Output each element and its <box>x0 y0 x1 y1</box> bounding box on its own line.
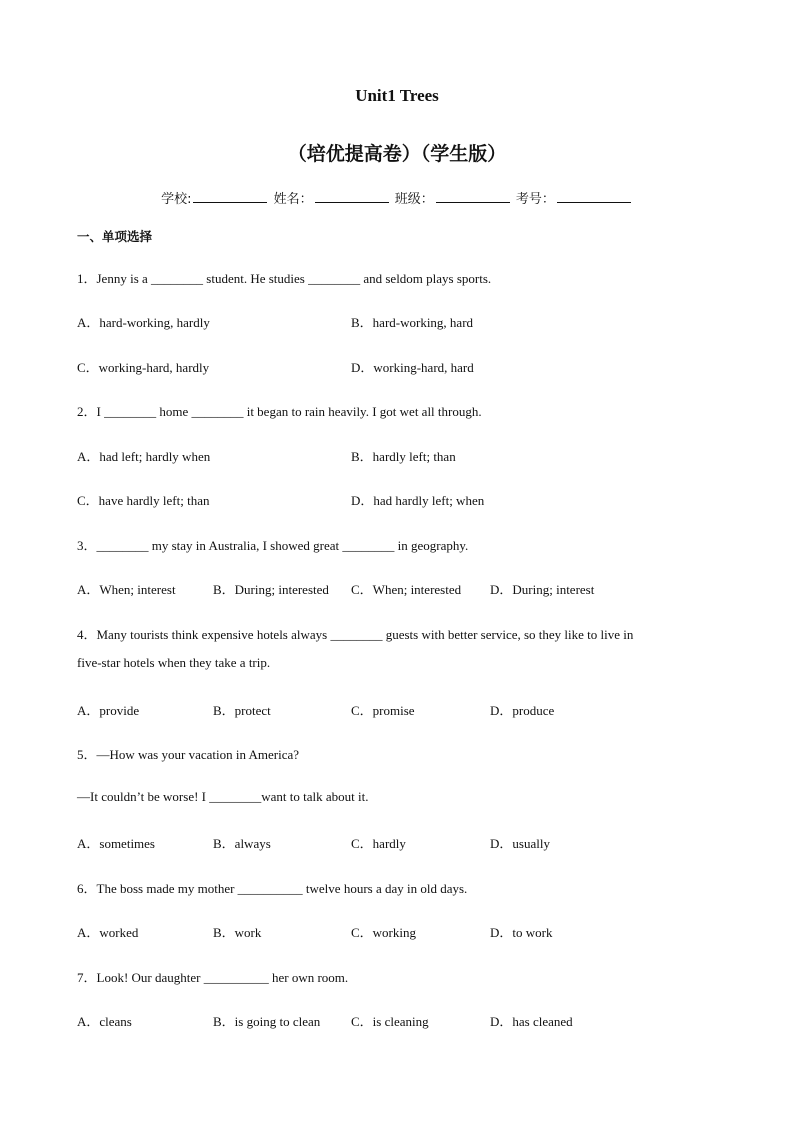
question-3-option-a: A．When; interest <box>77 582 176 597</box>
question-4-stem-line-1: 4．Many tourists think expensive hotels always ________ guests with better service, so they like to live in <box>77 627 634 642</box>
question-6-option-a: A．worked <box>77 925 139 940</box>
class-blank <box>436 190 510 203</box>
question-1-option-a: A．hard-working, hardly <box>77 315 210 330</box>
question-6-option-b: B．work <box>213 925 262 940</box>
question-5-option-b: B．always <box>213 836 271 851</box>
question-4-option-a: A．provide <box>77 703 140 718</box>
question-7-option-a: A．cleans <box>77 1014 132 1029</box>
question-2-option-c: C．have hardly left; than <box>77 493 210 508</box>
question-2-option-b: B．hardly left; than <box>351 449 456 464</box>
question-1-stem: 1．Jenny is a ________ student. He studies ________ and seldom plays sports. <box>77 271 492 286</box>
question-6-option-d: D．to work <box>490 925 553 940</box>
question-2-option-a: A．had left; hardly when <box>77 449 211 464</box>
question-6-option-c: C．working <box>351 925 417 940</box>
question-7-stem: 7．Look! Our daughter __________ her own room. <box>77 970 349 985</box>
question-4-option-b: B．protect <box>213 703 271 718</box>
name-label: 姓名： <box>273 192 313 207</box>
question-7-option-d: D．has cleaned <box>490 1014 573 1029</box>
question-3-option-c: C．When; interested <box>351 582 462 597</box>
school-label: 学校: <box>161 192 192 207</box>
question-5-option-d: D．usually <box>490 836 550 851</box>
name-blank <box>315 190 389 203</box>
school-blank <box>193 190 267 203</box>
question-7-option-c: C．is cleaning <box>351 1014 429 1029</box>
question-4-stem-line-2: five-star hotels when they take a trip. <box>77 655 271 670</box>
question-4-option-c: C．promise <box>351 703 415 718</box>
student-info-line <box>0 188 794 207</box>
document-subtitle: （培优提高卷）（学生版） <box>287 143 507 165</box>
question-5-option-a: A．sometimes <box>77 836 155 851</box>
question-3-option-b: B．During; interested <box>213 582 329 597</box>
question-2-stem: 2．I ________ home ________ it began to rain heavily. I got wet all through. <box>77 404 482 419</box>
section-heading: 一、单项选择 <box>77 229 153 244</box>
exam-number-blank <box>557 190 631 203</box>
question-1-option-d: D．working-hard, hard <box>351 360 474 375</box>
question-6-stem: 6．The boss made my mother __________ twelve hours a day in old days. <box>77 881 468 896</box>
question-2-option-d: D．had hardly left; when <box>351 493 485 508</box>
question-1-option-b: B．hard-working, hard <box>351 315 474 330</box>
question-5-stem-line-1: 5．—How was your vacation in America? <box>77 747 300 762</box>
question-5-option-c: C．hardly <box>351 836 406 851</box>
question-3-option-d: D．During; interest <box>490 582 595 597</box>
document-title: Unit1 Trees <box>355 86 439 105</box>
question-4-option-d: D．produce <box>490 703 555 718</box>
class-label: 班级： <box>394 192 434 207</box>
question-5-stem-line-2: —It couldn’t be worse! I ________want to talk about it. <box>77 789 369 804</box>
question-3-stem: 3．________ my stay in Australia, I showed great ________ in geography. <box>77 538 469 553</box>
exam-number-label: 考号： <box>515 192 555 207</box>
question-7-option-b: B．is going to clean <box>213 1014 321 1029</box>
question-1-option-c: C．working-hard, hardly <box>77 360 210 375</box>
